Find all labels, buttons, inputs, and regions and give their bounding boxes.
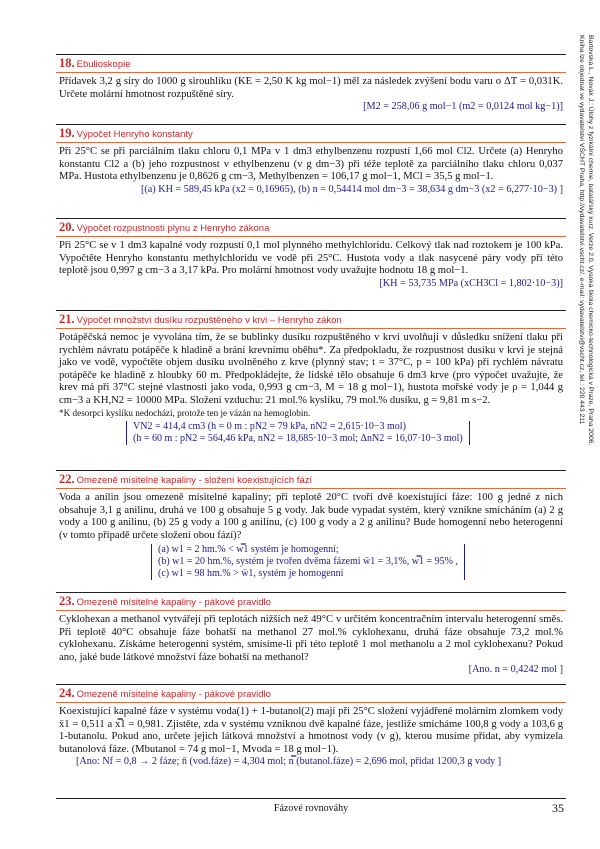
side-citation: [566, 35, 600, 720]
problem-23: [56, 592, 566, 677]
problem-text: Cyklohexan a methanol vytvářejí při teplotách nižších než 49°C v určitém koncentračním intervalu heterogenní směs. Při teplotě 40°C obsahuje fáze bohatší na methanol 27 mol.% cyklohexanu, druhá fáze obsahuje 73,2 mol.% cyklohexanu. Získáme heterogenní systém, smísíme-li při této teplotě 1 mol methanolu a 2 mol cyklohexanu? Pokud ano, jaké bude látkové množství fáze bohatší na methanol?: [59, 614, 563, 663]
answer-line: (c) w1 = 98 hm.% > w̄1, systém je homogenní: [158, 568, 344, 580]
problem-title: Výpočet rozpustnosti plynu z Henryho zákona: [76, 223, 270, 234]
problem-title: Výpočet Henryho konstanty: [76, 129, 193, 140]
problem-number: 21.: [59, 312, 75, 326]
answer-line: (b) w1 = 20 hm.%, systém je tvořen dvěma fázemi w̄1 = 3,1%, w̿1 = 95% ,: [158, 556, 458, 568]
problem-answer: [Ano: Nf = 0,8 → 2 fáze; n̄ (vod.fáze) = 4,304 mol; n̿ (butanol.fáze) = 2,696 mol, přidat 1200,3 g vody ]: [76, 756, 502, 768]
problem-header: [56, 54, 566, 73]
problem-header: [56, 124, 566, 143]
problem-number: 22.: [59, 472, 75, 486]
problem-22: [56, 470, 566, 581]
problem-text: Přídavek 3,2 g síry do 1000 g sirouhlíku (KE = 2,50 K kg mol−1) měl za následek zvýšení bodu varu o ΔT = 0,031K. Určete molární hmotnost rozpuštěné síry.: [59, 76, 563, 100]
problem-20: [56, 218, 566, 290]
answer-line: (h = 60 m : pN2 = 564,46 kPa, nN2 = 18,685·10−3 mol; ΔnN2 = 16,07·10−3 mol): [133, 432, 463, 444]
problem-title: Omezeně mísitelné kapaliny - pákové pravidlo: [76, 689, 271, 700]
problem-number: 18.: [59, 56, 75, 70]
answer-line: VN2 = 414,4 cm3 (h = 0 m : pN2 = 79 kPa, nN2 = 2,615·10−3 mol): [133, 420, 406, 432]
problem-text: Při 25°C se v 1 dm3 kapalné vody rozpustí 0,1 mol plynného methylchloridu. Celkový tlak nad roztokem je 100 kPa. Vypočtěte Henryho konstantu methylchloridu ve vodě při 25°C. Hustota vody a tlak nasycené páry vody při této teplotě jsou 0,997 g cm−3 a 3,17 kPa. Pro molární hmotnost vody uvažujte hodnotu 18 g mol−1.: [59, 240, 563, 277]
problem-number: 24.: [59, 686, 75, 700]
problem-footnote: *K desorpci kyslíku nedochází, protože ten je vázán na hemoglobin.: [59, 407, 311, 418]
problem-text: Potápěčská nemoc je vyvolána tím, že se bublinky dusíku rozpuštěného v krvi uvolňují v důsledku snížení tlaku při rychlém návratu potápěče k hladině a brání krevnímu oběhu*. Za předpokladu, že rozpustnost dusíku v krvi je stejná jako ve vodě, vypočtěte objem dusíku uvolněného z krve (plynný stav; t = 37°C, p = 100 kPa) při rychlém návratu potápěče ke hladině z hloubky 60 m. Předpokládejte, že lidské tělo obsahuje 6 dm3 krve (pro výpočet uvažujte, že krev má při 37°C stejné vlastnosti jako voda, 0,993 g cm−3, M = 18 g mol−1), hustota mořské vody je ρ = 1,044 g cm−3 a KH,N2 = 10000 MPa. Složení vzduchu: 21 mol.% kyslíku, 79 mol.% dusíku, g = 9,81 m s−2.: [59, 332, 563, 406]
problem-number: 20.: [59, 220, 75, 234]
problem-title: Omezeně mísitelné kapaliny - složení koexistujících fází: [76, 475, 313, 486]
problem-header: [56, 470, 566, 489]
page-footer: [56, 798, 566, 817]
problem-24: [56, 684, 566, 769]
problem-answer: [151, 544, 465, 580]
problem-answer: [KH = 53,735 MPa (xCH3Cl = 1,802·10−3)]: [379, 277, 563, 289]
problem-text: Koexistující kapalné fáze v systému voda(1) + 1-butanol(2) mají při 25°C složení vyjádřené molárním zlomkem vody x̄1 = 0,511 a x̿1 = 0,981. Zjistěte, zda v systému vzniknou dvě kapalné fáze, jestliže smícháme 100,8 g vody a 103,6 g 1-butanolu. Pokud ano, určete jejich látková množství a hmotnost vody (v g), kterou musíme přidat, aby vymizela butanolová fáze. (Mbutanol = 74 g mol−1, Mvoda = 18 g mol−1).: [59, 706, 563, 755]
problem-title: Výpočet množství dusíku rozpuštěného v krvi – Henryho zákon: [76, 315, 342, 326]
problem-number: 23.: [59, 594, 75, 608]
problem-answer: [M2 = 258,06 g mol−1 (m2 = 0,0124 mol kg−1)]: [363, 101, 563, 113]
citation-line: Kniha lze objednat ve vydavatelství VŠCHT Praha, http://vydavatelstvi.vscht.cz/, e-mail: vydavatelstvi@vscht.cz, tel.: 220 443 211: [578, 35, 585, 425]
problem-18: [56, 54, 566, 114]
citation-line: Bartovská L., Novák J.: Úlohy z fyzikální chemie, batalářský kurz. Verze 2.0. Vysoká škola chemicko-technologická v Praze, Praha 2006.: [587, 35, 594, 446]
footer-title: Fázové rovnováhy: [273, 803, 349, 814]
problem-text: Při 25°C se při parciálním tlaku chloru 0,1 MPa v 1 dm3 ethylbenzenu rozpustí 1,66 mol Cl2. Určete (a) Henryho konstantu Cl2 a (b) jeho rozpustnost v ethylbenzenu (v g dm−3) při téže teplotě za parciálního tlaku chloru 0,037 MPa. Hustota ethylbenzenu je 0,8626 g cm−3, Methylbenzen = 106,17 g mol−1, MCl = 35,5 g mol−1.: [59, 146, 563, 183]
answer-line: (a) w1 = 2 hm.% < w̿1 systém je homogenní;: [158, 544, 339, 556]
problem-title: Omezeně mísitelné kapaliny - pákové pravidlo: [76, 597, 271, 608]
problem-answer: [126, 421, 470, 445]
problem-text: Voda a anilin jsou omezeně mísitelné kapaliny; při teplotě 20°C tvoří dvě koexistující fáze: 100 g jedné z nich obsahuje 3,1 g anilinu, druhá ve 100 g obsahuje 5 g vody. Jak bude vypadat systém, který vznikne smícháním (a) 2 g vody a 100 g anilinu, (b) 25 g vody a 100 g anilinu, (c) 100 g vody a 2 g anilinu? Bude homogenní nebo heterogenní (v tomto případě určete složení obou fází)?: [59, 492, 563, 541]
problem-title: Ebulioskopie: [76, 59, 131, 70]
problem-header: [56, 310, 566, 329]
page-number: 35: [552, 801, 564, 815]
problem-number: 19.: [59, 126, 75, 140]
problem-answer: [Ano. n = 0,4242 mol ]: [468, 664, 563, 676]
problem-answer: [(a) KH = 589,45 kPa (x2 = 0,16965), (b) n = 0,54414 mol dm−3 = 38,634 g dm−3 (x2 = 6,277·10−3) ]: [140, 183, 563, 195]
problem-19: [56, 124, 566, 196]
problem-21: [56, 310, 566, 446]
problem-header: [56, 592, 566, 611]
problem-header: [56, 218, 566, 237]
problem-header: [56, 684, 566, 703]
